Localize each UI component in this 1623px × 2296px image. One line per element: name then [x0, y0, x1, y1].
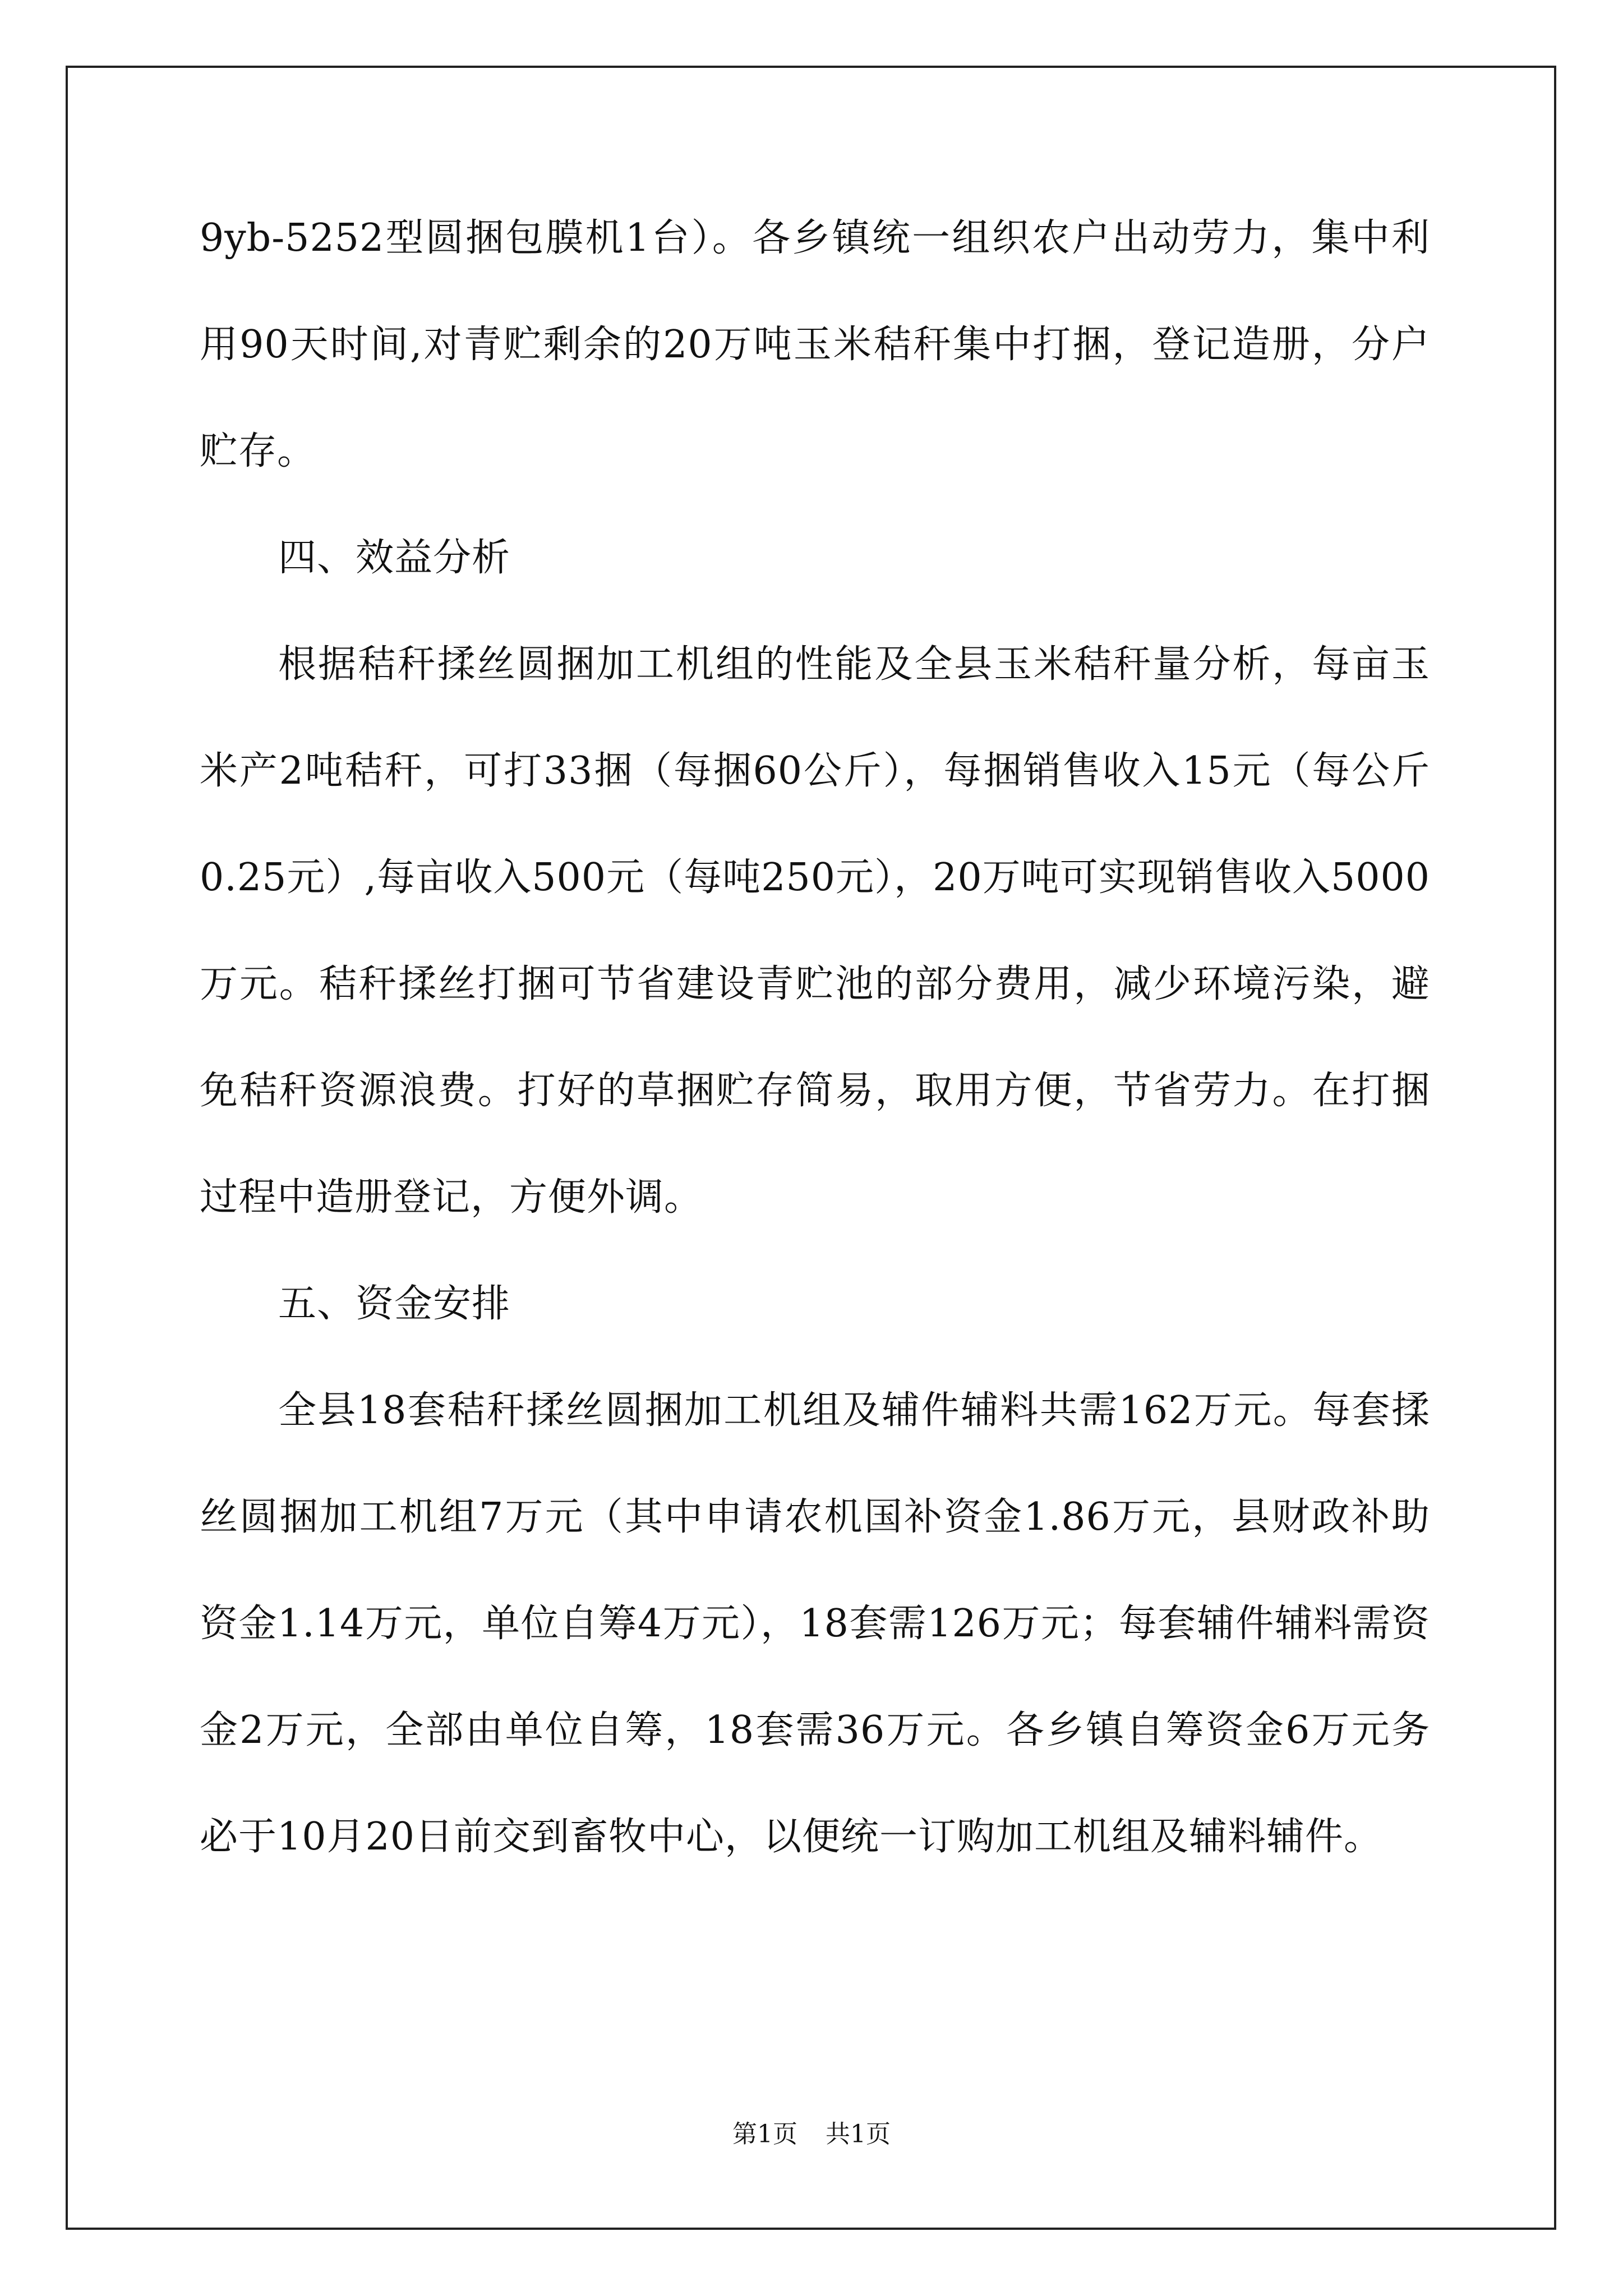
- page-footer: [0, 2118, 1623, 2151]
- page-number: 第1页: [732, 2120, 797, 2148]
- paragraph-benefit-analysis: 根据秸秆揉丝圆捆加工机组的性能及全县玉米秸秆量分析，每亩玉米产2吨秸秆，可打33捆（每捆60公斤），每捆销售收入15元（每公斤0.25元）,每亩收入500元（每吨250元），20万吨可实现销售收入5000万元。秸秆揉丝打捆可节省建设青贮池的部分费用，减少环境污染，避免秸秆资源浪费。打好的草捆贮存简易，取用方便，节省劳力。在打捆过程中造册登记，方便外调。: [200, 642, 1430, 1220]
- paragraph-continuation: 9yb-5252型圆捆包膜机1台）。各乡镇统一组织农户出动劳力，集中利用90天时间,对青贮剩余的20万吨玉米秸秆集中打捆，登记造册，分户贮存。: [200, 216, 1431, 473]
- section-heading-benefit-analysis: 四、效益分析: [278, 536, 511, 580]
- section-heading-funding: 五、资金安排: [278, 1282, 511, 1326]
- page-total: 共1页: [826, 2120, 891, 2148]
- document-body: [200, 185, 1430, 1890]
- paragraph-funding: 全县18套秸秆揉丝圆捆加工机组及辅件辅料共需162万元。每套揉丝圆捆加工机组7万元（其中申请农机国补资金1.86万元，县财政补助资金1.14万元，单位自筹4万元），18套需126万元；每套辅件辅料需资金2万元，全部由单位自筹，18套需36万元。各乡镇自筹资金6万元务必于10月20日前交到畜牧中心，以便统一订购加工机组及辅料辅件。: [200, 1388, 1431, 1859]
